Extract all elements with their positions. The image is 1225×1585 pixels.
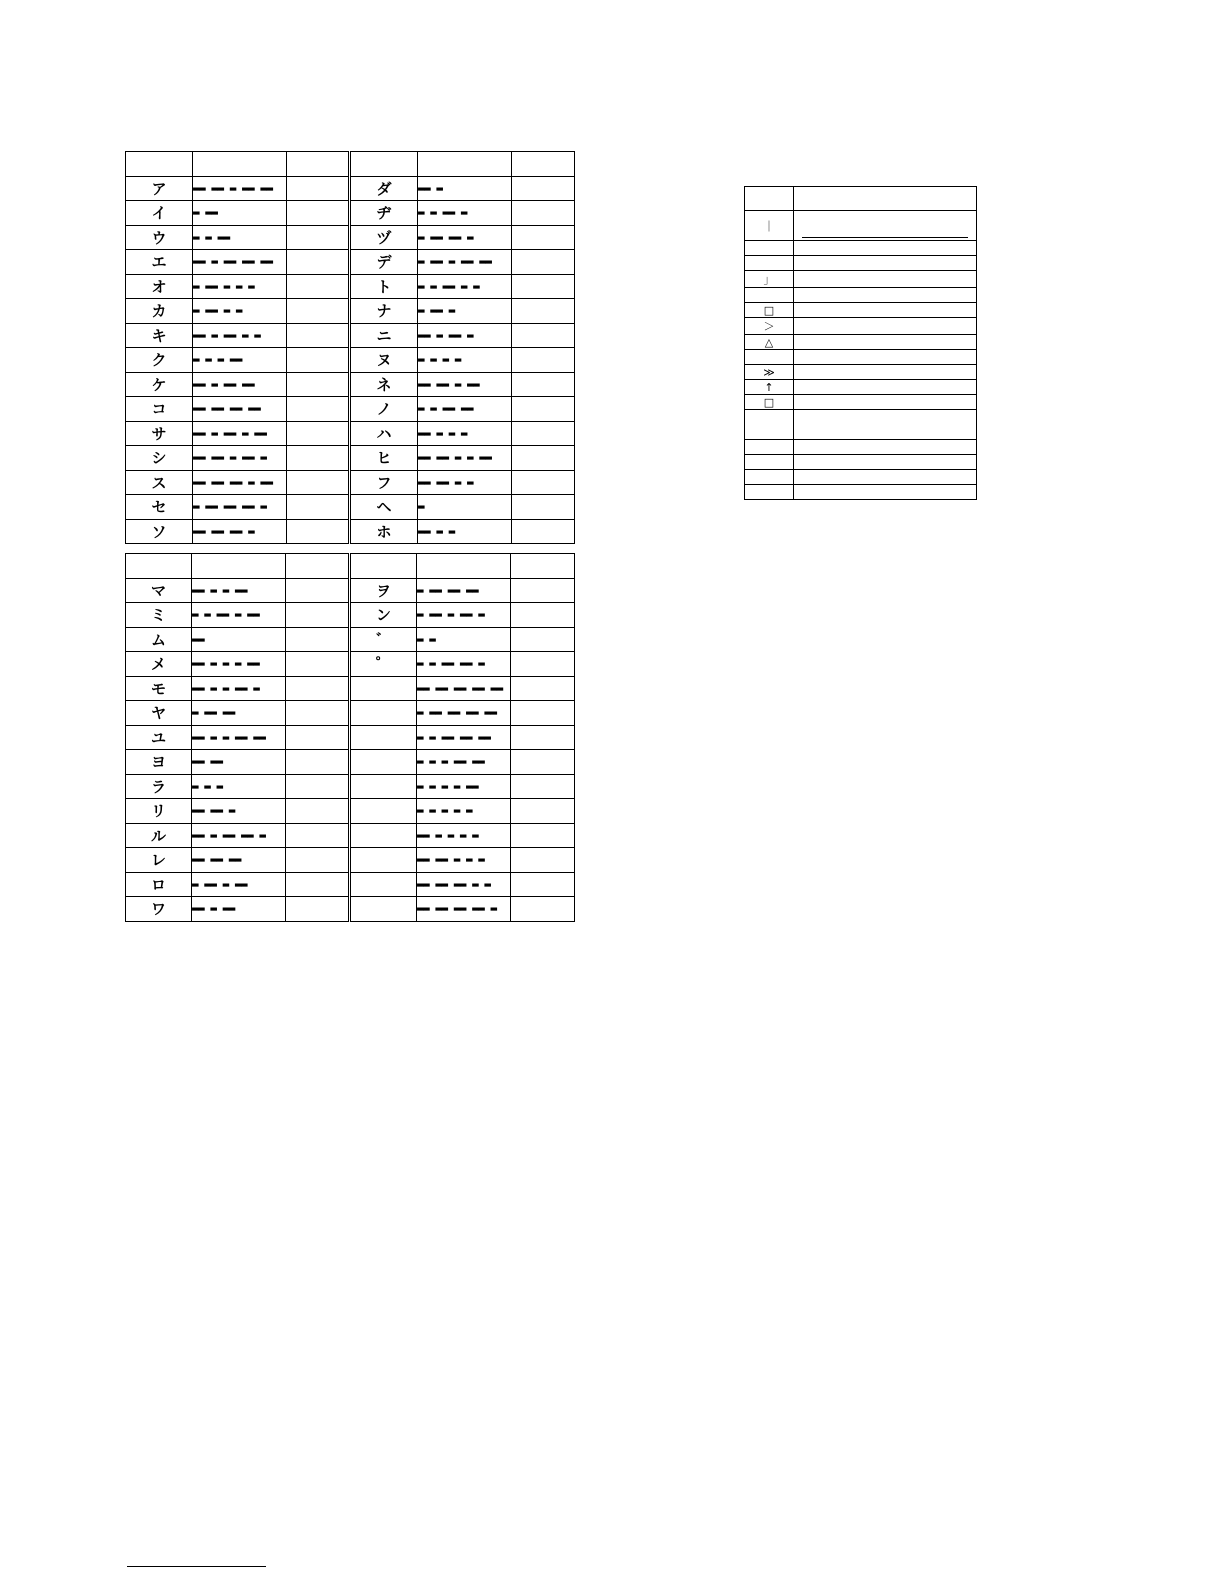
code-row xyxy=(126,872,575,897)
kana-char xyxy=(350,848,417,873)
kana-char: ノ xyxy=(350,397,418,422)
kana-char: ゛ xyxy=(350,627,417,652)
kana-char xyxy=(350,872,417,897)
morse-code: ▬ ▬ ▬▬ xyxy=(193,225,287,250)
blank-cell xyxy=(287,225,350,250)
morse-code: ▬ ▬ ▬▬ ▬▬ ▬▬ xyxy=(417,725,511,750)
symbol-row xyxy=(745,318,977,335)
morse-code: ▬▬ ▬ ▬ ▬▬ ▬▬ xyxy=(192,725,286,750)
kana-char: ミ xyxy=(126,603,192,628)
morse-code: ▬ ▬ ▬ ▬▬ ▬▬ xyxy=(417,750,511,775)
morse-code: ▬ ▬ ▬▬ ▬ ▬▬ xyxy=(192,603,286,628)
morse-code: ▬▬ ▬ ▬ ▬ ▬▬ xyxy=(192,652,286,677)
morse-code: ▬▬ ▬ ▬ xyxy=(418,519,512,544)
kana-char: モ xyxy=(126,676,192,701)
kana-char: ロ xyxy=(126,872,192,897)
symbol-row xyxy=(745,303,977,318)
code-row xyxy=(126,701,575,726)
blank-cell xyxy=(286,799,350,824)
kana-char xyxy=(350,799,417,824)
code-row xyxy=(126,578,575,603)
morse-code: ▬ ▬ ▬▬ ▬▬ ▬ xyxy=(417,652,511,677)
blank-cell xyxy=(512,519,575,544)
code-row xyxy=(126,823,575,848)
symbol-description xyxy=(794,380,977,395)
code-row xyxy=(126,519,575,544)
blank-cell xyxy=(511,848,575,873)
morse-code: ▬▬ ▬▬ xyxy=(192,750,286,775)
symbol-row xyxy=(745,350,977,365)
blank-cell xyxy=(512,421,575,446)
morse-code: ▬ ▬▬ ▬▬ ▬▬ xyxy=(417,578,511,603)
blank-cell xyxy=(511,750,575,775)
symbol-glyph xyxy=(745,288,794,303)
blank-cell xyxy=(287,421,350,446)
morse-code: ▬▬ ▬▬ ▬ ▬ ▬▬ xyxy=(418,446,512,471)
kana-char: ヲ xyxy=(350,578,417,603)
symbol-glyph xyxy=(745,241,794,256)
morse-code: ▬▬ ▬ ▬▬ ▬▬ xyxy=(193,372,287,397)
symbol-description xyxy=(794,241,977,256)
kana-char: ダ xyxy=(350,176,418,201)
symbol-row xyxy=(745,288,977,303)
code-row xyxy=(126,495,575,520)
kana-char: ン xyxy=(350,603,417,628)
kana-char: ス xyxy=(126,470,193,495)
symbol-description xyxy=(794,335,977,350)
symbol-row xyxy=(745,380,977,395)
blank-cell xyxy=(511,774,575,799)
code-row xyxy=(126,372,575,397)
morse-code: ▬▬ ▬ xyxy=(418,176,512,201)
kana-char: ハ xyxy=(350,421,418,446)
blank-cell xyxy=(512,470,575,495)
blank-cell xyxy=(511,799,575,824)
code-row xyxy=(126,652,575,677)
code-row xyxy=(126,348,575,373)
morse-code: ▬▬ ▬▬ ▬▬ ▬▬ ▬ xyxy=(417,897,511,922)
symbol-table xyxy=(744,186,977,500)
kana-char: ア xyxy=(126,176,193,201)
kana-char: カ xyxy=(126,299,193,324)
symbol-description xyxy=(794,350,977,365)
morse-code: ▬▬ ▬▬ ▬▬ ▬ ▬ xyxy=(417,872,511,897)
kana-char: ヤ xyxy=(126,701,192,726)
symbol-glyph xyxy=(745,350,794,365)
code-row xyxy=(126,774,575,799)
blank-cell xyxy=(287,397,350,422)
kana-char: マ xyxy=(126,578,192,603)
underline-rule xyxy=(802,237,968,238)
symbol-description xyxy=(794,395,977,410)
symbol-glyph: ｜ xyxy=(745,211,794,241)
morse-code: ▬ ▬▬ ▬▬ ▬▬ ▬▬ xyxy=(417,701,511,726)
morse-code: ▬ ▬ ▬ ▬ xyxy=(418,348,512,373)
kana-char xyxy=(350,750,417,775)
kana-char: イ xyxy=(126,201,193,226)
morse-code: ▬▬ ▬▬ ▬▬ xyxy=(192,848,286,873)
morse-code: ▬ ▬▬ ▬ ▬▬ xyxy=(192,872,286,897)
morse-code: ▬▬ ▬▬ ▬▬ ▬▬ xyxy=(193,397,287,422)
code-row xyxy=(126,603,575,628)
code-row xyxy=(126,225,575,250)
blank-cell xyxy=(286,652,350,677)
blank-cell xyxy=(287,274,350,299)
symbol-glyph: 」 xyxy=(745,271,794,288)
blank-cell xyxy=(511,701,575,726)
morse-code: ▬▬ ▬▬ ▬▬ ▬ xyxy=(193,519,287,544)
morse-code: ▬▬ xyxy=(192,627,286,652)
blank-cell xyxy=(511,872,575,897)
symbol-glyph: □ xyxy=(745,303,794,318)
blank-cell xyxy=(511,725,575,750)
symbol-row xyxy=(745,256,977,271)
morse-code: ▬▬ ▬ ▬ ▬▬ xyxy=(192,578,286,603)
kana-char: デ xyxy=(350,250,418,275)
blank-cell xyxy=(512,397,575,422)
symbol-row xyxy=(745,335,977,350)
kana-char: ホ xyxy=(350,519,418,544)
morse-code: ▬▬ ▬ ▬ ▬ ▬ xyxy=(417,823,511,848)
symbol-glyph xyxy=(745,455,794,470)
kana-char: ワ xyxy=(126,897,192,922)
kana-char: ム xyxy=(126,627,192,652)
kana-char: リ xyxy=(126,799,192,824)
symbol-row xyxy=(745,485,977,500)
code-row xyxy=(126,299,575,324)
code-row xyxy=(126,250,575,275)
morse-code: ▬▬ ▬ ▬▬ ▬ xyxy=(418,323,512,348)
symbol-glyph xyxy=(745,470,794,485)
kana-char xyxy=(350,725,417,750)
blank-cell xyxy=(286,897,350,922)
morse-code: ▬ ▬▬ ▬▬ xyxy=(192,701,286,726)
symbol-row xyxy=(745,271,977,288)
blank-cell xyxy=(286,676,350,701)
kana-char: ヅ xyxy=(350,225,418,250)
blank-cell xyxy=(287,372,350,397)
blank-cell xyxy=(286,627,350,652)
morse-code: ▬▬ ▬ ▬ ▬ xyxy=(418,421,512,446)
kana-char: ソ xyxy=(126,519,193,544)
kana-char: ヘ xyxy=(350,495,418,520)
symbol-description xyxy=(794,256,977,271)
morse-code: ▬ ▬ ▬ ▬ ▬▬ xyxy=(417,774,511,799)
morse-code: ▬▬ ▬▬ ▬ xyxy=(192,799,286,824)
symbol-header-row xyxy=(745,187,977,211)
symbol-description xyxy=(794,485,977,500)
symbol-glyph xyxy=(745,485,794,500)
blank-cell xyxy=(287,323,350,348)
symbol-glyph xyxy=(745,410,794,440)
code-row xyxy=(126,421,575,446)
blank-cell xyxy=(512,201,575,226)
blank-cell xyxy=(512,176,575,201)
kana-char: ル xyxy=(126,823,192,848)
kana-char: ウ xyxy=(126,225,193,250)
symbol-row xyxy=(745,440,977,455)
code-row xyxy=(126,201,575,226)
symbol-row xyxy=(745,211,977,241)
kana-char: ゜ xyxy=(350,652,417,677)
morse-code: ▬ ▬▬ ▬▬ ▬▬ ▬ xyxy=(193,495,287,520)
morse-code: ▬▬ ▬▬ ▬ ▬ xyxy=(418,470,512,495)
kana-char: ヂ xyxy=(350,201,418,226)
kana-char xyxy=(350,701,417,726)
symbol-description xyxy=(794,470,977,485)
blank-cell xyxy=(511,578,575,603)
kana-char: シ xyxy=(126,446,193,471)
kana-char: エ xyxy=(126,250,193,275)
code-row xyxy=(126,470,575,495)
morse-code: ▬▬ ▬▬ ▬▬ ▬ ▬▬ xyxy=(193,470,287,495)
code-row xyxy=(126,750,575,775)
blank-cell xyxy=(287,446,350,471)
kana-char: ヨ xyxy=(126,750,192,775)
blank-cell xyxy=(286,603,350,628)
morse-code: ▬ ▬▬ ▬ ▬ ▬ xyxy=(193,274,287,299)
morse-code: ▬ ▬ ▬▬ ▬▬ xyxy=(418,397,512,422)
morse-code: ▬▬ ▬ ▬▬ ▬ ▬ xyxy=(193,323,287,348)
code-row xyxy=(126,897,575,922)
kana-morse-table-1 xyxy=(125,151,575,544)
blank-cell xyxy=(512,348,575,373)
symbol-row xyxy=(745,455,977,470)
footnote-rule xyxy=(127,1566,266,1567)
kana-char: ケ xyxy=(126,372,193,397)
morse-code: ▬ ▬▬ ▬ ▬▬ ▬▬ xyxy=(418,250,512,275)
kana-char: キ xyxy=(126,323,193,348)
symbol-row xyxy=(745,241,977,256)
blank-cell xyxy=(512,250,575,275)
symbol-description xyxy=(794,288,977,303)
kana-char: ニ xyxy=(350,323,418,348)
symbol-description xyxy=(794,318,977,335)
morse-code: ▬ ▬▬ ▬▬ ▬ xyxy=(418,225,512,250)
morse-code: ▬ xyxy=(418,495,512,520)
code-row xyxy=(126,323,575,348)
symbol-description xyxy=(794,410,977,440)
code-row xyxy=(126,848,575,873)
blank-cell xyxy=(512,446,575,471)
symbol-glyph xyxy=(745,440,794,455)
morse-code: ▬ ▬ ▬▬ ▬ ▬ xyxy=(418,274,512,299)
morse-code: ▬▬ ▬ ▬ ▬▬ ▬ xyxy=(192,676,286,701)
blank-cell xyxy=(511,603,575,628)
blank-cell xyxy=(287,250,350,275)
morse-code: ▬ ▬ xyxy=(417,627,511,652)
kana-char: ネ xyxy=(350,372,418,397)
blank-cell xyxy=(286,725,350,750)
blank-cell xyxy=(511,823,575,848)
blank-cell xyxy=(287,495,350,520)
blank-cell xyxy=(511,627,575,652)
symbol-row xyxy=(745,365,977,380)
kana-char xyxy=(350,676,417,701)
morse-code: ▬ ▬▬ xyxy=(193,201,287,226)
symbol-description xyxy=(794,211,977,241)
blank-cell xyxy=(512,495,575,520)
kana-char: セ xyxy=(126,495,193,520)
morse-code: ▬ ▬ ▬ ▬ ▬ xyxy=(417,799,511,824)
symbol-description xyxy=(794,365,977,380)
morse-code: ▬▬ ▬ ▬▬ xyxy=(192,897,286,922)
morse-code: ▬▬ ▬ ▬▬ ▬ ▬▬ xyxy=(193,421,287,446)
code-row xyxy=(126,799,575,824)
symbol-row xyxy=(745,395,977,410)
blank-cell xyxy=(511,652,575,677)
morse-code: ▬▬ ▬ ▬▬ ▬▬ ▬ xyxy=(192,823,286,848)
blank-cell xyxy=(511,676,575,701)
blank-cell xyxy=(286,848,350,873)
kana-char: メ xyxy=(126,652,192,677)
blank-cell xyxy=(286,701,350,726)
kana-char: サ xyxy=(126,421,193,446)
morse-code: ▬ ▬▬ ▬ ▬▬ ▬ xyxy=(417,603,511,628)
symbol-row xyxy=(745,410,977,440)
symbol-glyph xyxy=(745,256,794,271)
kana-char: ユ xyxy=(126,725,192,750)
kana-char: オ xyxy=(126,274,193,299)
kana-char: フ xyxy=(350,470,418,495)
morse-code: ▬▬ ▬▬ ▬ ▬ ▬ xyxy=(417,848,511,873)
morse-code: ▬▬ ▬▬ ▬ ▬▬ xyxy=(418,372,512,397)
symbol-glyph: △ xyxy=(745,335,794,350)
blank-cell xyxy=(286,823,350,848)
blank-cell xyxy=(512,274,575,299)
kana-char xyxy=(350,823,417,848)
morse-code: ▬▬ ▬▬ ▬ ▬▬ ▬ xyxy=(193,446,287,471)
symbol-description xyxy=(794,271,977,288)
blank-cell xyxy=(286,750,350,775)
blank-cell xyxy=(511,897,575,922)
kana-char: コ xyxy=(126,397,193,422)
kana-char xyxy=(350,897,417,922)
blank-cell xyxy=(512,323,575,348)
code-row xyxy=(126,676,575,701)
kana-char: ト xyxy=(350,274,418,299)
kana-char: ナ xyxy=(350,299,418,324)
blank-cell xyxy=(287,519,350,544)
blank-cell xyxy=(286,872,350,897)
kana-char xyxy=(350,774,417,799)
blank-cell xyxy=(512,225,575,250)
morse-code: ▬ ▬▬ ▬ ▬ xyxy=(193,299,287,324)
blank-cell xyxy=(286,774,350,799)
blank-cell xyxy=(512,299,575,324)
code-row xyxy=(126,176,575,201)
code-row xyxy=(126,627,575,652)
code-row xyxy=(126,274,575,299)
kana-char: レ xyxy=(126,848,192,873)
blank-cell xyxy=(286,578,350,603)
code-row xyxy=(126,446,575,471)
symbol-description xyxy=(794,455,977,470)
symbol-glyph: ＞ xyxy=(745,318,794,335)
morse-code: ▬▬ ▬▬ ▬ ▬▬ ▬▬ xyxy=(193,176,287,201)
table-header-row xyxy=(126,152,575,177)
symbol-description xyxy=(794,303,977,318)
table-header-row xyxy=(126,554,575,579)
blank-cell xyxy=(512,372,575,397)
morse-code: ▬ ▬▬ ▬ xyxy=(418,299,512,324)
symbol-description xyxy=(794,440,977,455)
kana-char: ラ xyxy=(126,774,192,799)
code-row xyxy=(126,725,575,750)
kana-char: ク xyxy=(126,348,193,373)
symbol-glyph: □ xyxy=(745,395,794,410)
blank-cell xyxy=(287,201,350,226)
kana-morse-table-2 xyxy=(125,553,575,922)
kana-char: ヌ xyxy=(350,348,418,373)
morse-code: ▬ ▬ ▬▬ ▬ xyxy=(418,201,512,226)
morse-code: ▬▬ ▬ ▬▬ ▬▬ ▬▬ xyxy=(193,250,287,275)
kana-char: ヒ xyxy=(350,446,418,471)
blank-cell xyxy=(287,348,350,373)
blank-cell xyxy=(287,299,350,324)
blank-cell xyxy=(287,470,350,495)
morse-code: ▬ ▬ ▬ ▬▬ xyxy=(193,348,287,373)
morse-code: ▬▬ ▬▬ ▬▬ ▬▬ ▬▬ xyxy=(417,676,511,701)
symbol-glyph: ↑ xyxy=(745,380,794,395)
blank-cell xyxy=(287,176,350,201)
symbol-glyph: ≫ xyxy=(745,365,794,380)
code-row xyxy=(126,397,575,422)
morse-code: ▬ ▬ ▬ xyxy=(192,774,286,799)
symbol-row xyxy=(745,470,977,485)
